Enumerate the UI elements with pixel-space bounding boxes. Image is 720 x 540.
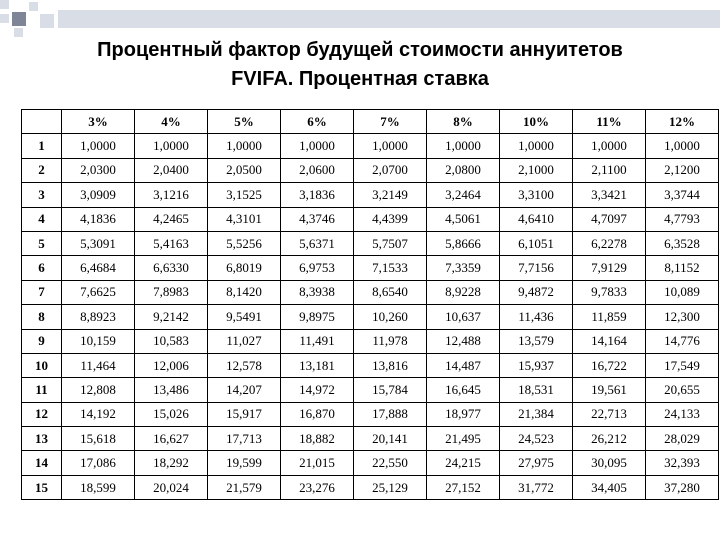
factor-cell: 3,1216 xyxy=(135,183,208,207)
factor-cell: 3,2464 xyxy=(427,183,500,207)
factor-cell: 5,4163 xyxy=(135,231,208,255)
factor-cell: 4,5061 xyxy=(427,207,500,231)
decor-square xyxy=(0,14,9,23)
factor-cell: 3,3421 xyxy=(573,183,646,207)
period-cell: 13 xyxy=(22,427,62,451)
table-row xyxy=(22,231,719,255)
factor-cell: 2,1000 xyxy=(500,158,573,182)
column-header xyxy=(22,110,62,134)
factor-cell: 1,0000 xyxy=(500,134,573,158)
factor-cell: 14,207 xyxy=(208,378,281,402)
factor-cell: 11,978 xyxy=(354,329,427,353)
factor-cell: 8,1152 xyxy=(646,256,719,280)
factor-cell: 1,0000 xyxy=(62,134,135,158)
factor-cell: 37,280 xyxy=(646,475,719,499)
factor-cell: 10,637 xyxy=(427,305,500,329)
factor-cell: 4,7097 xyxy=(573,207,646,231)
factor-cell: 1,0000 xyxy=(281,134,354,158)
factor-cell: 21,015 xyxy=(281,451,354,475)
factor-cell: 5,5256 xyxy=(208,231,281,255)
column-header: 3% xyxy=(62,110,135,134)
factor-cell: 11,491 xyxy=(281,329,354,353)
factor-cell: 9,2142 xyxy=(135,305,208,329)
factor-cell: 1,0000 xyxy=(135,134,208,158)
factor-cell: 22,550 xyxy=(354,451,427,475)
factor-cell: 24,523 xyxy=(500,427,573,451)
factor-cell: 20,655 xyxy=(646,378,719,402)
column-header: 7% xyxy=(354,110,427,134)
factor-cell: 1,0000 xyxy=(646,134,719,158)
factor-cell: 4,3101 xyxy=(208,207,281,231)
factor-cell: 16,722 xyxy=(573,353,646,377)
period-cell: 3 xyxy=(22,183,62,207)
period-cell: 1 xyxy=(22,134,62,158)
factor-cell: 8,6540 xyxy=(354,280,427,304)
factor-cell: 15,917 xyxy=(208,402,281,426)
factor-cell: 23,276 xyxy=(281,475,354,499)
factor-cell: 4,3746 xyxy=(281,207,354,231)
factor-cell: 2,0800 xyxy=(427,158,500,182)
factor-cell: 6,8019 xyxy=(208,256,281,280)
factor-cell: 1,0000 xyxy=(573,134,646,158)
factor-cell: 15,618 xyxy=(62,427,135,451)
factor-cell: 18,599 xyxy=(62,475,135,499)
factor-cell: 4,7793 xyxy=(646,207,719,231)
factor-cell: 20,141 xyxy=(354,427,427,451)
table-row xyxy=(22,134,719,158)
factor-cell: 2,1200 xyxy=(646,158,719,182)
factor-cell: 2,0500 xyxy=(208,158,281,182)
factor-cell: 2,0600 xyxy=(281,158,354,182)
factor-cell: 16,645 xyxy=(427,378,500,402)
factor-cell: 8,8923 xyxy=(62,305,135,329)
table-row xyxy=(22,280,719,304)
period-cell: 6 xyxy=(22,256,62,280)
factor-cell: 19,599 xyxy=(208,451,281,475)
factor-cell: 5,8666 xyxy=(427,231,500,255)
factor-cell: 3,1525 xyxy=(208,183,281,207)
factor-cell: 12,006 xyxy=(135,353,208,377)
factor-cell: 17,549 xyxy=(646,353,719,377)
factor-cell: 17,888 xyxy=(354,402,427,426)
factor-cell: 16,870 xyxy=(281,402,354,426)
period-cell: 14 xyxy=(22,451,62,475)
factor-cell: 15,784 xyxy=(354,378,427,402)
decor-bar xyxy=(58,10,720,28)
factor-cell: 14,776 xyxy=(646,329,719,353)
table-header xyxy=(22,110,719,134)
table-row xyxy=(22,183,719,207)
header-row xyxy=(22,110,719,134)
factor-cell: 17,713 xyxy=(208,427,281,451)
period-cell: 4 xyxy=(22,207,62,231)
table-row xyxy=(22,353,719,377)
factor-cell: 31,772 xyxy=(500,475,573,499)
factor-cell: 18,977 xyxy=(427,402,500,426)
factor-cell: 27,975 xyxy=(500,451,573,475)
factor-cell: 9,5491 xyxy=(208,305,281,329)
factor-cell: 14,487 xyxy=(427,353,500,377)
period-cell: 2 xyxy=(22,158,62,182)
column-header: 5% xyxy=(208,110,281,134)
factor-cell: 9,7833 xyxy=(573,280,646,304)
factor-cell: 13,579 xyxy=(500,329,573,353)
table-row xyxy=(22,256,719,280)
factor-cell: 7,1533 xyxy=(354,256,427,280)
factor-cell: 7,9129 xyxy=(573,256,646,280)
factor-cell: 2,1100 xyxy=(573,158,646,182)
factor-cell: 6,9753 xyxy=(281,256,354,280)
factor-cell: 26,212 xyxy=(573,427,646,451)
factor-cell: 1,0000 xyxy=(427,134,500,158)
factor-cell: 5,6371 xyxy=(281,231,354,255)
decor-square xyxy=(0,0,9,9)
factor-cell: 1,0000 xyxy=(354,134,427,158)
factor-cell: 4,1836 xyxy=(62,207,135,231)
decor-square xyxy=(12,12,26,26)
factor-cell: 22,713 xyxy=(573,402,646,426)
period-cell: 8 xyxy=(22,305,62,329)
factor-cell: 1,0000 xyxy=(208,134,281,158)
title-line-1: Процентный фактор будущей стоимости аннуитетов xyxy=(97,39,623,61)
factor-cell: 14,164 xyxy=(573,329,646,353)
period-cell: 7 xyxy=(22,280,62,304)
factor-cell: 7,3359 xyxy=(427,256,500,280)
factor-cell: 2,0400 xyxy=(135,158,208,182)
table-row xyxy=(22,475,719,499)
factor-cell: 10,260 xyxy=(354,305,427,329)
factor-cell: 12,578 xyxy=(208,353,281,377)
factor-cell: 4,4399 xyxy=(354,207,427,231)
period-cell: 12 xyxy=(22,402,62,426)
table-row xyxy=(22,329,719,353)
factor-cell: 10,159 xyxy=(62,329,135,353)
factor-cell: 7,7156 xyxy=(500,256,573,280)
factor-cell: 21,384 xyxy=(500,402,573,426)
factor-cell: 6,1051 xyxy=(500,231,573,255)
factor-cell: 28,029 xyxy=(646,427,719,451)
column-header: 6% xyxy=(281,110,354,134)
fvifa-table-container xyxy=(21,109,719,500)
factor-cell: 27,152 xyxy=(427,475,500,499)
table-row xyxy=(22,305,719,329)
factor-cell: 13,486 xyxy=(135,378,208,402)
factor-cell: 32,393 xyxy=(646,451,719,475)
factor-cell: 21,495 xyxy=(427,427,500,451)
factor-cell: 11,027 xyxy=(208,329,281,353)
factor-cell: 24,215 xyxy=(427,451,500,475)
factor-cell: 18,292 xyxy=(135,451,208,475)
factor-cell: 10,089 xyxy=(646,280,719,304)
factor-cell: 3,3100 xyxy=(500,183,573,207)
factor-cell: 8,3938 xyxy=(281,280,354,304)
period-cell: 5 xyxy=(22,231,62,255)
factor-cell: 4,6410 xyxy=(500,207,573,231)
factor-cell: 21,579 xyxy=(208,475,281,499)
table-row xyxy=(22,402,719,426)
factor-cell: 4,2465 xyxy=(135,207,208,231)
factor-cell: 3,3744 xyxy=(646,183,719,207)
factor-cell: 2,0700 xyxy=(354,158,427,182)
factor-cell: 18,531 xyxy=(500,378,573,402)
factor-cell: 30,095 xyxy=(573,451,646,475)
factor-cell: 6,3528 xyxy=(646,231,719,255)
column-header: 10% xyxy=(500,110,573,134)
factor-cell: 14,192 xyxy=(62,402,135,426)
factor-cell: 12,488 xyxy=(427,329,500,353)
factor-cell: 3,2149 xyxy=(354,183,427,207)
factor-cell: 19,561 xyxy=(573,378,646,402)
factor-cell: 10,583 xyxy=(135,329,208,353)
factor-cell: 12,808 xyxy=(62,378,135,402)
table-row xyxy=(22,207,719,231)
table-body xyxy=(22,134,719,500)
factor-cell: 16,627 xyxy=(135,427,208,451)
table-row xyxy=(22,158,719,182)
factor-cell: 24,133 xyxy=(646,402,719,426)
factor-cell: 11,464 xyxy=(62,353,135,377)
factor-cell: 6,6330 xyxy=(135,256,208,280)
table-row xyxy=(22,451,719,475)
factor-cell: 6,4684 xyxy=(62,256,135,280)
table-row xyxy=(22,427,719,451)
factor-cell: 9,4872 xyxy=(500,280,573,304)
factor-cell: 7,6625 xyxy=(62,280,135,304)
fvifa-table xyxy=(21,109,719,500)
title-line-2: FVIFA. Процентная ставка xyxy=(231,68,489,90)
decor-square xyxy=(40,14,54,28)
factor-cell: 11,436 xyxy=(500,305,573,329)
factor-cell: 2,0300 xyxy=(62,158,135,182)
factor-cell: 5,7507 xyxy=(354,231,427,255)
factor-cell: 15,937 xyxy=(500,353,573,377)
factor-cell: 3,1836 xyxy=(281,183,354,207)
factor-cell: 17,086 xyxy=(62,451,135,475)
page-title xyxy=(0,36,720,94)
period-cell: 11 xyxy=(22,378,62,402)
column-header: 12% xyxy=(646,110,719,134)
factor-cell: 11,859 xyxy=(573,305,646,329)
factor-cell: 7,8983 xyxy=(135,280,208,304)
column-header: 8% xyxy=(427,110,500,134)
factor-cell: 13,816 xyxy=(354,353,427,377)
factor-cell: 3,0909 xyxy=(62,183,135,207)
factor-cell: 20,024 xyxy=(135,475,208,499)
factor-cell: 9,8975 xyxy=(281,305,354,329)
factor-cell: 14,972 xyxy=(281,378,354,402)
factor-cell: 6,2278 xyxy=(573,231,646,255)
period-cell: 15 xyxy=(22,475,62,499)
table-row xyxy=(22,378,719,402)
factor-cell: 34,405 xyxy=(573,475,646,499)
factor-cell: 5,3091 xyxy=(62,231,135,255)
factor-cell: 12,300 xyxy=(646,305,719,329)
factor-cell: 8,1420 xyxy=(208,280,281,304)
column-header: 4% xyxy=(135,110,208,134)
factor-cell: 15,026 xyxy=(135,402,208,426)
column-header: 11% xyxy=(573,110,646,134)
factor-cell: 13,181 xyxy=(281,353,354,377)
factor-cell: 18,882 xyxy=(281,427,354,451)
period-cell: 10 xyxy=(22,353,62,377)
period-cell: 9 xyxy=(22,329,62,353)
factor-cell: 25,129 xyxy=(354,475,427,499)
decor-square xyxy=(29,2,38,11)
factor-cell: 8,9228 xyxy=(427,280,500,304)
